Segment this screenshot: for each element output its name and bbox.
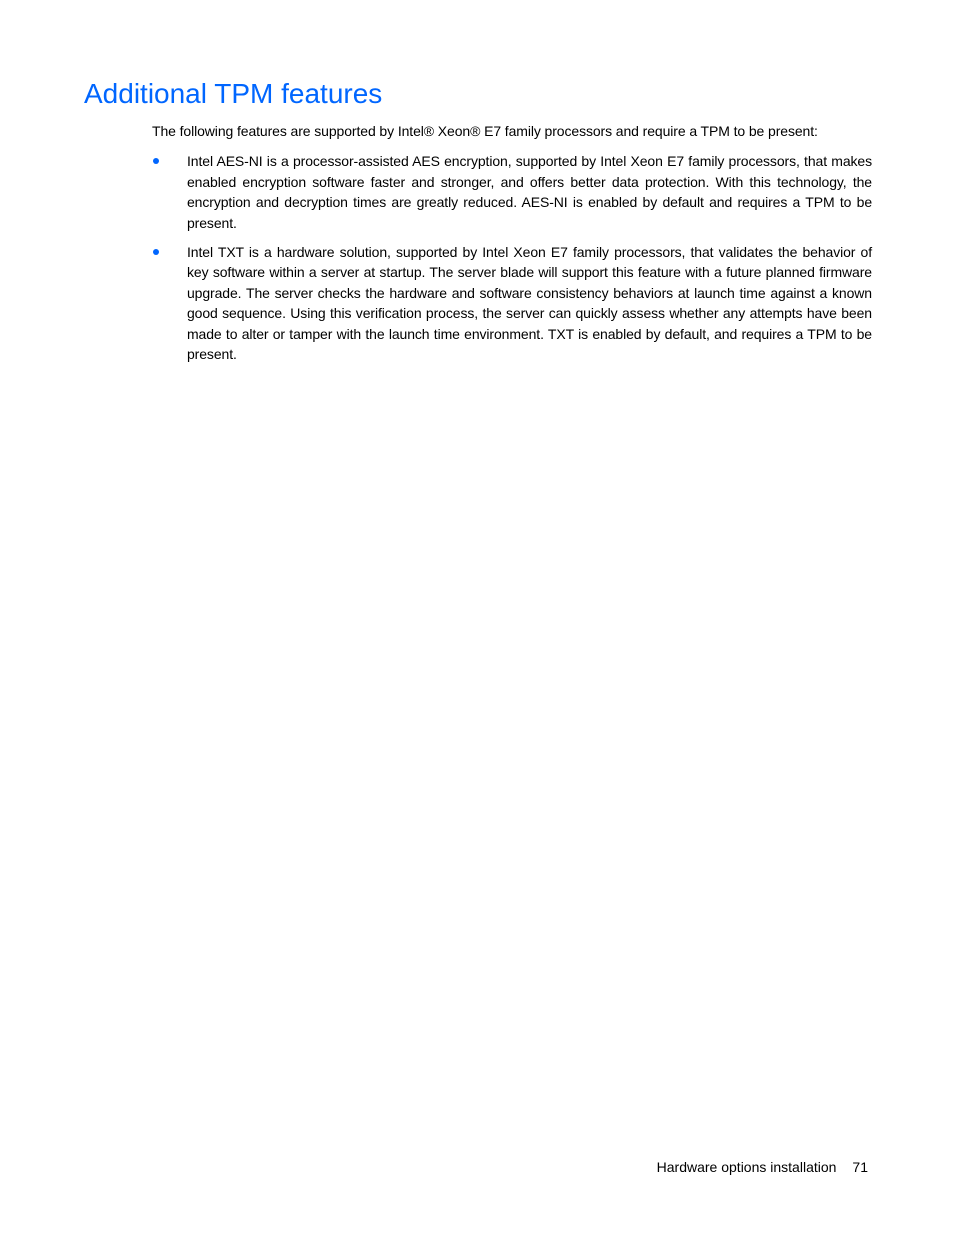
- bullet-dot-icon: [153, 158, 159, 164]
- page-number: 71: [852, 1159, 868, 1175]
- list-item-txt: [152, 242, 872, 365]
- footer-section-title: Hardware options installation: [656, 1159, 837, 1175]
- bullet-dot-icon: [153, 249, 159, 255]
- page-footer: [657, 1157, 868, 1177]
- intro-paragraph: The following features are supported by Intel® Xeon® E7 family processors and require a TPM to be present:: [152, 123, 818, 139]
- list-item-aes-ni: [152, 151, 872, 233]
- list-item-text: Intel AES-NI is a processor-assisted AES encryption, supported by Intel Xeon E7 family processors, that makes enabled encryption software faster and stronger, and offers better data protection. With this technology, the encryption and decryption times are greatly reduced. AES-NI is enabled by default and requires a TPM to be present.: [187, 153, 872, 231]
- list-item-text: Intel TXT is a hardware solution, supported by Intel Xeon E7 family processors, that validates the behavior of key software within a server at startup. The server blade will support this feature with a future planned firmware upgrade. The server checks the hardware and software consistency behaviors at launch time against a known good sequence. Using this verification process, the server can quickly assess whether any attempts have been made to alter or tamper with the launch time environment. TXT is enabled by default, and requires a TPM to be present.: [187, 243, 872, 362]
- feature-list: [152, 151, 872, 373]
- page-heading: Additional TPM features: [84, 78, 383, 109]
